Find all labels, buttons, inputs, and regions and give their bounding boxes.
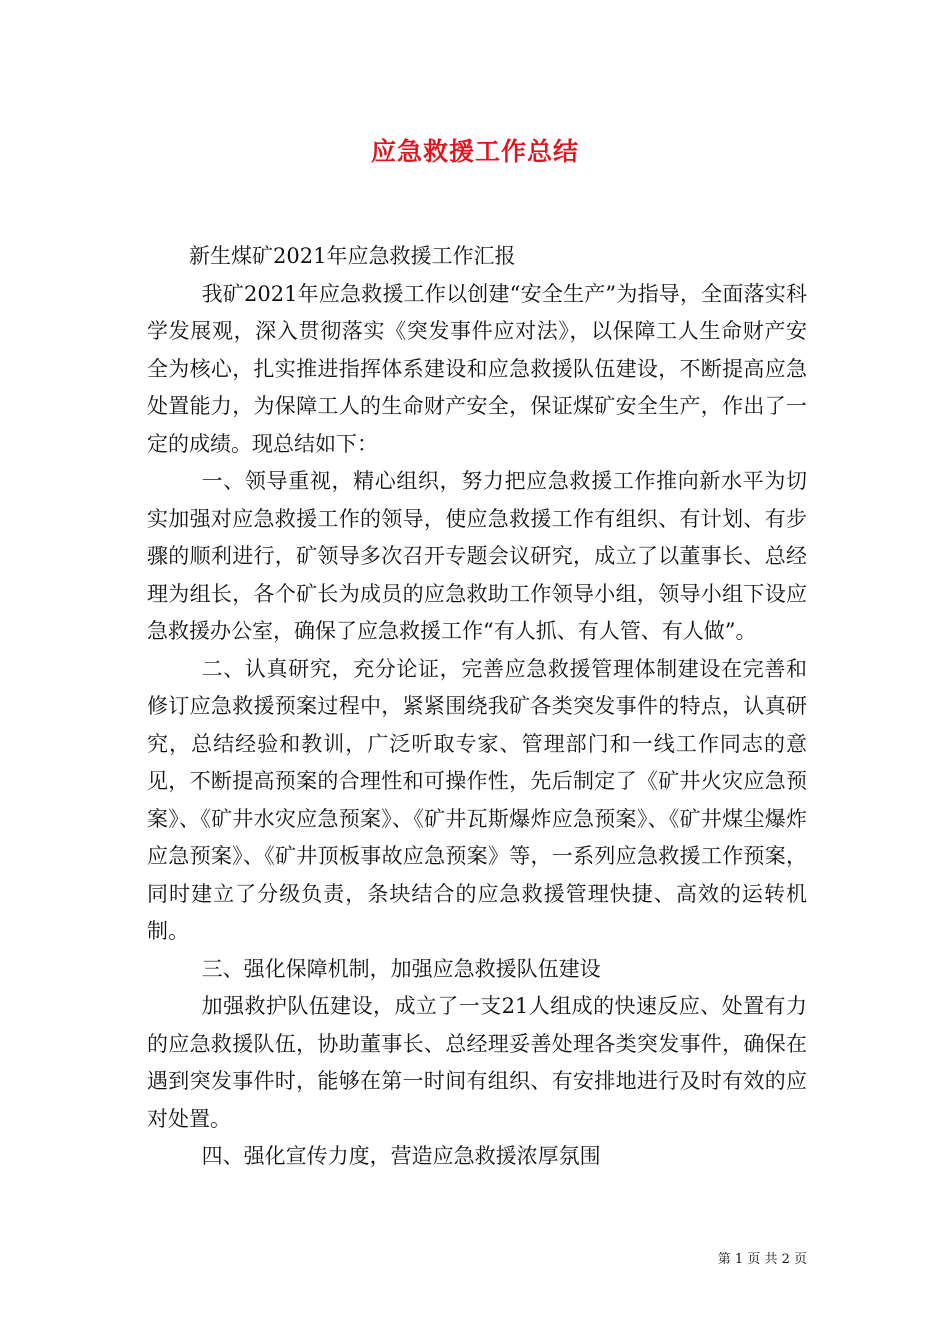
paragraph-intro: 我矿2021年应急救援工作以创建“安全生产”为指导，全面落实科学发展观，深入贯彻落实《突发事件应对法》，以保障工人生命财产安全为核心，扎实推进指挥体系建设和应急救援队伍建设，不断提高应急处置能力，为保障工人的生命财产安全，保证煤矿安全生产，作出了一定的成绩。现总结如下：: [147, 281, 807, 456]
paragraph-section-1: 一、领导重视，精心组织，努力把应急救援工作推向新水平为切实加强对应急救援工作的领导，使应急救援工作有组织、有计划、有步骤的顺利进行，矿领导多次召开专题会议研究，成立了以董事长、总经理为组长，各个矿长为成员的应急救助工作领导小组，领导小组下设应急救援办公室，确保了应急救援工作“有人抓、有人管、有人做”。: [147, 469, 807, 643]
paragraph-section-3-heading: 三、强化保障机制，加强应急救援队伍建设: [201, 956, 601, 981]
paragraph-section-4-heading: 四、强化宣传力度，营造应急救援浓厚氛围: [201, 1144, 601, 1168]
paragraph-heading: 新生煤矿2021年应急救援工作汇报: [189, 244, 516, 268]
document-body: [147, 238, 807, 1176]
page-number: 第 1 页 共 2 页: [717, 1252, 807, 1267]
paragraph-section-3: 加强救护队伍建设，成立了一支21人组成的快速反应、处置有力的应急救援队伍，协助董事长、总经理妥善处理各类突发事件，确保在遇到突发事件时，能够在第一时间有组织、有安排地进行及时有效的应对处置。: [147, 994, 807, 1131]
document-title: 应急救援工作总结: [370, 137, 579, 166]
paragraph-section-2: 二、认真研究，充分论证，完善应急救援管理体制建设在完善和修订应急救援预案过程中，紧紧围绕我矿各类突发事件的特点，认真研究，总结经验和教训，广泛听取专家、管理部门和一线工作同志的意见，不断提高预案的合理性和可操作性，先后制定了《矿井火灾应急预案》、《矿井水灾应急预案》、《矿井瓦斯爆炸应急预案》、《矿井煤尘爆炸应急预案》、《矿井顶板事故应急预案》等，一系列应急救援工作预案，同时建立了分级负责，条块结合的应急救援管理快捷、高效的运转机制。: [147, 656, 807, 943]
